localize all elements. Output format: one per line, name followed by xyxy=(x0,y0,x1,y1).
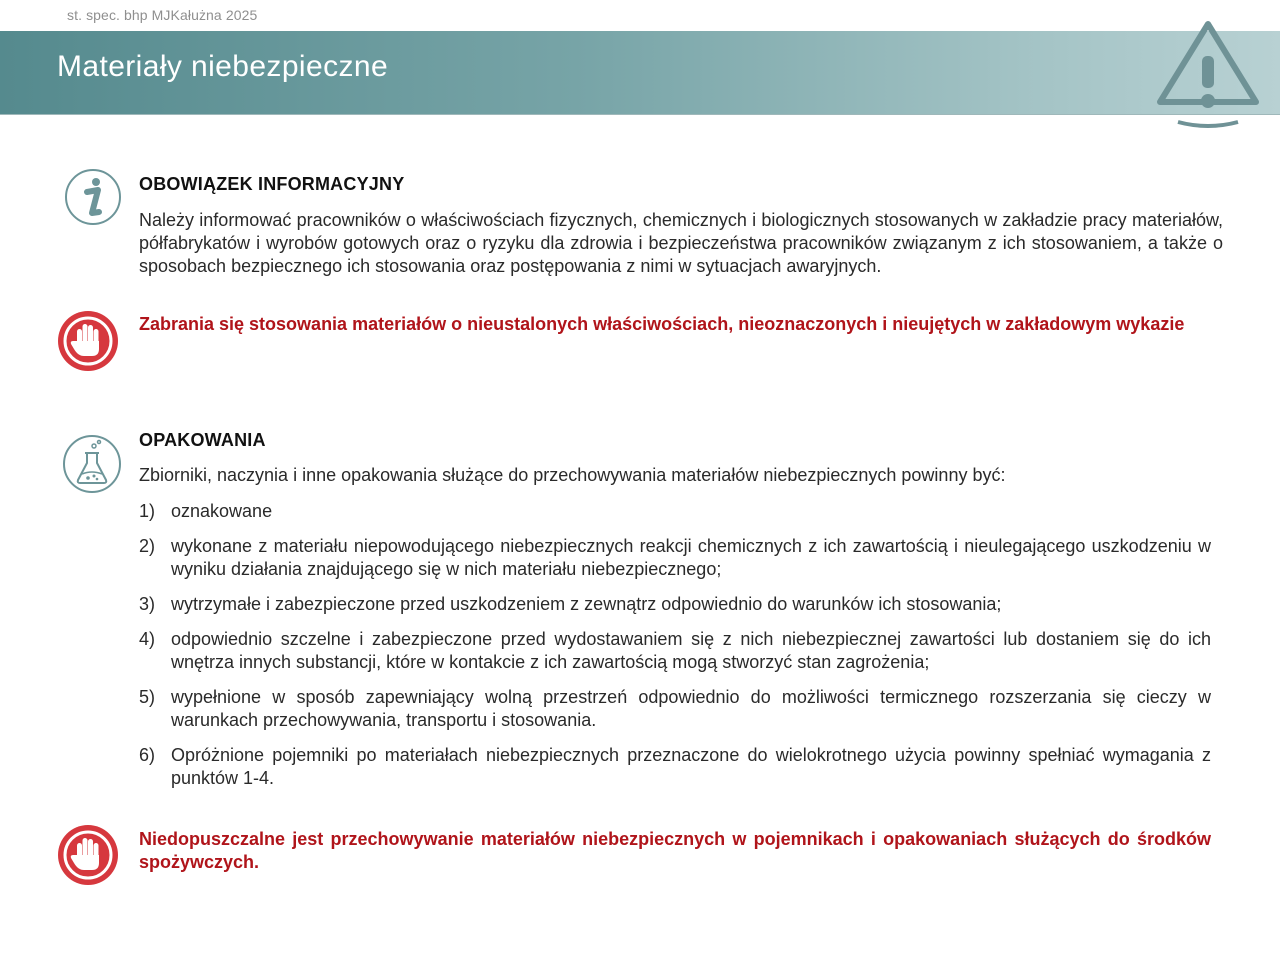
list-item-number: 3) xyxy=(139,594,156,614)
list-item-text: Opróżnione pojemniki po materiałach niebezpiecznych przeznaczone do wielokrotnego użycia powinny spełniać wymagania z punktów 1-4. xyxy=(171,745,1211,788)
list-item-text: wypełnione w sposób zapewniający wolną przestrzeń odpowiednio do możliwości termicznego rozszerzania się cieczy w warunkach przechowywania, transportu i stosowania. xyxy=(171,687,1211,730)
section-heading-information: OBOWIĄZEK INFORMACYJNY xyxy=(139,174,405,194)
stop-hand-icon xyxy=(56,309,120,373)
prohibition-warning-materials: Zabrania się stosowania materiałów o nieustalonych właściwościach, nieoznaczonych i nieujętych w zakładowym wykazie xyxy=(139,314,1185,334)
information-paragraph: Należy informować pracowników o właściwościach fizycznych, chemicznych i biologicznych stosowanych w zakładzie pracy materiałów, półfabrykatów i wyrobów gotowych oraz o ryzyku dla zdrowia i bezpieczeństwa pracowników związanym z ich stosowaniem, a także o sposobach bezpiecznego ich stosowania oraz postępowania z nimi w sytuacjach awaryjnych. xyxy=(139,210,1223,276)
list-item-number: 2) xyxy=(139,536,156,556)
prohibition-warning-food-containers: Niedopuszczalne jest przechowywanie materiałów niebezpiecznych w pojemnikach i opakowaniach służących do środków spożywczych. xyxy=(139,829,1211,872)
packaging-requirements-list xyxy=(139,500,1211,802)
page-title: Materiały niebezpieczne xyxy=(57,50,389,83)
list-item-number: 4) xyxy=(139,629,156,649)
list-item xyxy=(139,744,1211,790)
stop-hand-icon xyxy=(56,823,120,887)
packaging-intro: Zbiorniki, naczynia i inne opakowania służące do przechowywania materiałów niebezpiecznych powinny być: xyxy=(139,465,1006,485)
list-item-text: odpowiednio szczelne i zabezpieczone przed wydostawaniem się z nich niebezpiecznej zawartości lub dostaniem się do ich wnętrza innych substancji, które w kontakcie z ich zawartością mogą stworzyć stan zagrożenia; xyxy=(171,629,1211,672)
list-item-number: 1) xyxy=(139,501,156,521)
section-heading-packaging: OPAKOWANIA xyxy=(139,430,266,450)
list-item-text: wykonane z materiału niepowodującego niebezpiecznych reakcji chemicznych z ich zawartością i nieulegającego uszkodzeniu w wyniku działania znajdującego się w nich materiału niebezpiecznego; xyxy=(171,536,1211,579)
author-credit: st. spec. bhp MJKałużna 2025 xyxy=(67,7,258,23)
list-item xyxy=(139,628,1211,674)
list-item-text: oznakowane xyxy=(171,501,273,521)
list-item-number: 6) xyxy=(139,745,156,765)
list-item xyxy=(139,500,1211,523)
warning-triangle-icon xyxy=(1150,14,1266,132)
list-item-number: 5) xyxy=(139,687,156,707)
list-item xyxy=(139,593,1211,616)
flask-icon xyxy=(61,433,123,495)
info-icon xyxy=(63,167,123,227)
list-item xyxy=(139,535,1211,581)
list-item-text: wytrzymałe i zabezpieczone przed uszkodzeniem z zewnątrz odpowiednio do warunków ich stosowania; xyxy=(171,594,1002,614)
list-item xyxy=(139,686,1211,732)
